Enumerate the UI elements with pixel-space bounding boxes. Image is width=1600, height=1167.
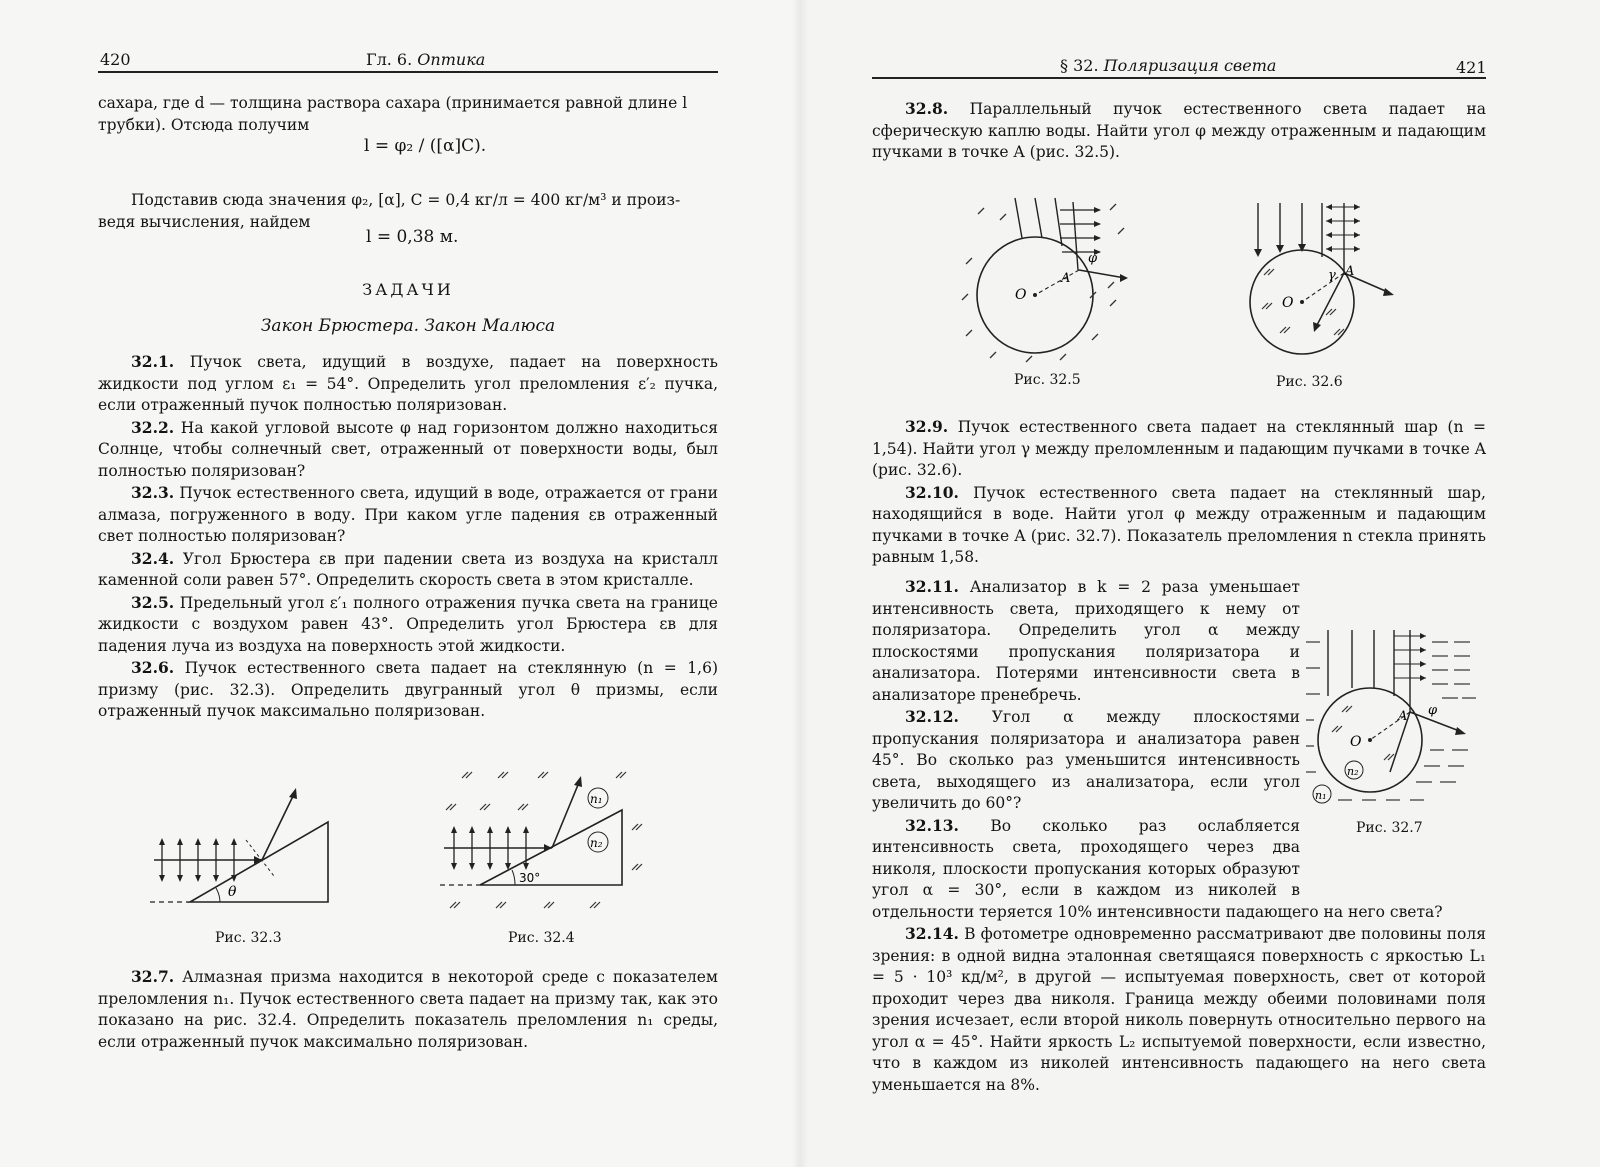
problem-32-14: 32.14. В фотометре одновременно рассматривают две половины поля зрения: в одной видна эталонная светящаяся поверхность с яркостью L₁ = 5 · 10³ кд/м², в другой — испытуемая поверхность, свет от которой проходит через два николя. Граница между обеими половинами поля зрения исчезает, если второй николь повернуть относительно первого на угол α = 45°. Найти яркость L₂ испытуемой поверхности, если известно, что в каждом из николей интенсивность падающего на него света уменьшается на 8%. <box>872 924 1486 1094</box>
formula-l <box>364 136 486 156</box>
fig-32-7-caption: Рис. 32.7 <box>1356 820 1423 836</box>
left-page-number: 420 <box>100 50 131 69</box>
right-problems-full <box>872 416 1486 569</box>
fig-32-5-A: A <box>1061 271 1071 286</box>
figure-32-6 <box>1240 195 1410 360</box>
fig-32-6-gamma: γ <box>1328 268 1336 283</box>
problem-32-11-text: 32.11. Анализатор в k = 2 раза уменьшает интенсивность света, приходящего к нему от поляризатора. Определить угол α между плоскостями пропускания поляризатора и анализатора. Потерями интенсивности света в анализаторе пренебречь. <box>872 577 1300 704</box>
section-title: Поляризация света <box>1103 56 1277 75</box>
subst-line-1: Подставив сюда значения φ₂, [α], C = 0,4 кг/л = 400 кг/м³ и произ- <box>131 191 681 209</box>
problem-32-5: 32.5. Предельный угол ε′₁ полного отражения пучка света на границе жидкости с воздухом равен 43°. Определить угол Брюстера εв для падения луча из воздуха на поверхность этой жидкости. <box>98 592 718 655</box>
subst-line-2: ведя вычисления, найдем <box>98 212 311 231</box>
fig-32-7-phi: φ <box>1428 703 1438 718</box>
section-label: § 32. <box>1060 56 1099 75</box>
right-header-rule <box>872 77 1486 79</box>
intro-line-1: сахара, где d — толщина раствора сахара (принимается равной длине l <box>98 94 688 112</box>
fig-32-6-caption: Рис. 32.6 <box>1276 374 1343 390</box>
problem-32-8: 32.8. Параллельный пучок естественного света падает на сферическую каплю воды. Найти угол φ между отраженным и падающим пучками в точке A (рис. 32.5). <box>872 99 1486 161</box>
problem-32-13: 32.13. Во сколько раз ослабляется интенсивность света, проходящего через два николя, плоскости пропускания которых образуют угол α = 30°, если в каждом из николей в отдельности теряется 10% интенсивности падающего на него света? <box>872 815 1443 921</box>
fig-32-7-A: A <box>1398 709 1408 724</box>
problem-32-12: 32.12. Угол α между плоскостями пропускания поляризатора и анализатора равен 45°. Во сколько раз уменьшится интенсивность света, выходящего из анализатора, если угол увеличить до 60°? <box>872 707 1300 812</box>
fig-32-7-O: O <box>1350 734 1362 750</box>
right-running-head <box>1060 56 1276 75</box>
fig-32-4-n2: n₂ <box>590 836 603 850</box>
problem-32-7: 32.7. Алмазная призма находится в некоторой среде с показателем преломления n₁. Пучок естественного света падает на призму так, как это показано на рис. 32.4. Определить показатель преломления n₁ среды, если отраженный пучок максимально поляризован. <box>98 967 718 1051</box>
book-gutter <box>792 0 808 1167</box>
fig-32-5-phi: φ <box>1088 251 1098 266</box>
intro-line-2: трубки). Отсюда получим <box>98 115 310 134</box>
figure-32-5 <box>960 190 1140 365</box>
fig-32-6-O: O <box>1282 295 1294 311</box>
chapter-label: Гл. 6. <box>366 50 413 69</box>
fig-32-4-caption: Рис. 32.4 <box>508 930 575 946</box>
left-intro <box>98 93 718 136</box>
problem-32-10: 32.10. Пучок естественного света падает на стеклянный шар, находящийся в воде. Найти угол φ между отраженным и падающим пучками в точке A (рис. 32.7). Показатель преломления n стекла принять равным 1,58. <box>872 482 1486 566</box>
fig-32-3-caption: Рис. 32.3 <box>215 930 282 946</box>
formula-2: l = 0,38 м. <box>366 227 459 247</box>
fig-32-7-n1: n₁ <box>1315 789 1327 802</box>
section-heading: ЗАДАЧИ <box>362 280 454 299</box>
left-problems <box>98 351 718 723</box>
problem-32-4: 32.4. Угол Брюстера εв при падении света из воздуха на кристалл каменной соли равен 57°. Определить скорость света в этом кристалле. <box>98 548 719 589</box>
problem-32-6: 32.6. Пучок естественного света падает на стеклянную (n = 1,6) призму (рис. 32.3). Определить двугранный угол θ призмы, если отраженный пучок максимально поляризован. <box>98 658 718 720</box>
formula-1: l = φ₂ / ([α]C). <box>364 136 487 156</box>
fig-32-4-n1: n₁ <box>590 792 603 806</box>
fig-32-5-caption: Рис. 32.5 <box>1014 372 1081 388</box>
problem-32-7-block <box>98 966 718 1053</box>
right-page-number: 421 <box>1456 58 1487 77</box>
fig-32-5-O: O <box>1015 287 1027 303</box>
fig-32-4-angle: 30° <box>519 871 541 885</box>
figure-32-3 <box>150 780 350 910</box>
fig-32-3-theta: θ <box>228 884 237 900</box>
problem-32-2: 32.2. На какой угловой высоте φ над горизонтом должно находиться Солнце, чтобы солнечный свет, отраженный от поверхности воды, был полностью поляризован? <box>98 417 718 480</box>
problem-32-8-block <box>872 98 1486 164</box>
fig-32-6-A: A <box>1345 264 1355 279</box>
problem-32-1: 32.1. Пучок света, идущий в воздухе, падает на поверхность жидкости под углом ε₁ = 54°. Определить угол преломления ε′₂ пучка, если отраженный пучок полностью поляризован. <box>98 352 718 414</box>
fig-32-7-n2: n₂ <box>1347 765 1359 778</box>
figure-32-7 <box>1302 622 1482 812</box>
left-header-rule <box>98 71 718 73</box>
figure-32-4 <box>440 770 640 915</box>
subsection-heading: Закон Брюстера. Закон Малюса <box>260 316 556 336</box>
problem-32-3: 32.3. Пучок естественного света, идущий в воде, отражается от грани алмаза, погруженного в воду. При каком угле падения εв отраженный свет полностью поляризован? <box>98 483 719 545</box>
problem-32-9: 32.9. Пучок естественного света падает на стеклянный шар (n = 1,54). Найти угол γ между преломленным и падающим пучками в точке A (рис. 32.6). <box>872 417 1486 479</box>
left-running-head <box>366 50 485 69</box>
chapter-title: Оптика <box>417 50 486 69</box>
